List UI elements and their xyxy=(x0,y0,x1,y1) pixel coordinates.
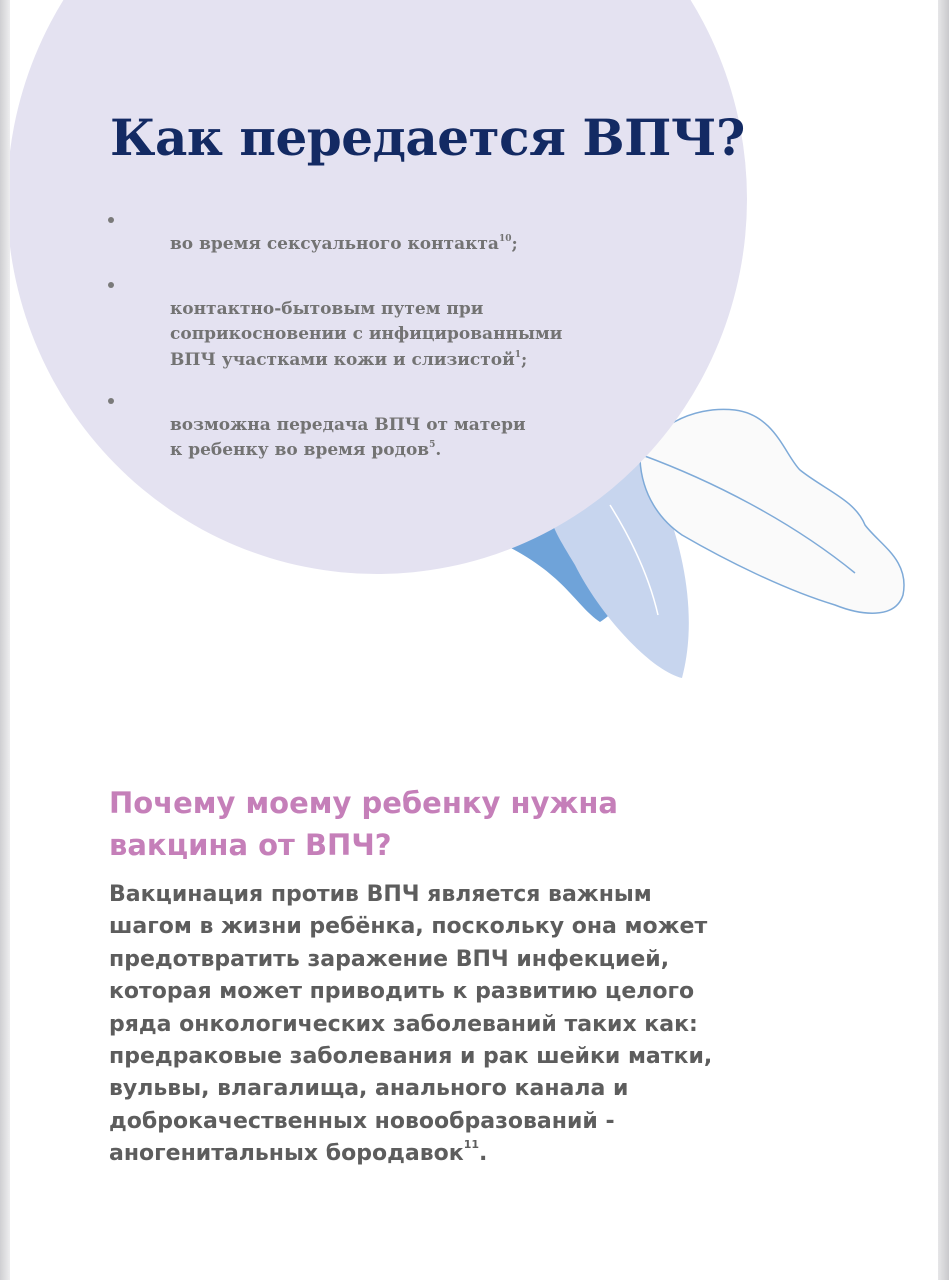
section-body xyxy=(109,879,749,1171)
page-left-edge xyxy=(0,0,10,1280)
section-body-text: Вакцинация против ВПЧ является важным шагом в жизни ребёнка, поскольку она может предотвратить заражение ВПЧ инфекцией, которая может приводить к развитию целого ряда онкологических заболеваний таких как: предраковые заболевания и рак шейки матки, вульвы, влагалища, анального канала и доброкачественных новообразований - аногенитальных бородавок xyxy=(109,882,713,1167)
reference-mark: 11 xyxy=(463,1138,479,1152)
transmission-list xyxy=(108,206,578,478)
list-item-text: во время сексуального контакта xyxy=(170,233,499,254)
bullet-dot xyxy=(108,217,114,223)
section-body-tail: . xyxy=(479,1141,488,1167)
section-heading: Почему моему ребенку нужна вакцина от ВПЧ? xyxy=(109,786,618,862)
page-right-edge xyxy=(938,0,949,1280)
list-item-tail: . xyxy=(435,440,442,460)
bullet-dot xyxy=(108,398,114,404)
list-item-tail: ; xyxy=(521,349,528,370)
list-item-text: возможна передача ВПЧ от матери к ребенку во время родов xyxy=(170,414,526,460)
reference-mark: 5 xyxy=(429,440,436,450)
page-title: Как передается ВПЧ? xyxy=(110,108,745,167)
list-item xyxy=(108,271,578,373)
bullet-dot xyxy=(108,282,114,288)
reference-mark: 1 xyxy=(514,349,522,360)
document-page xyxy=(10,0,938,1280)
list-item-tail: ; xyxy=(511,233,518,254)
list-item xyxy=(108,387,578,464)
list-item-text: контактно-бытовым путем при соприкосновении с инфицированными ВПЧ участками кожи и слизистой xyxy=(170,298,563,370)
reference-mark: 10 xyxy=(498,233,512,244)
list-item xyxy=(108,206,578,257)
